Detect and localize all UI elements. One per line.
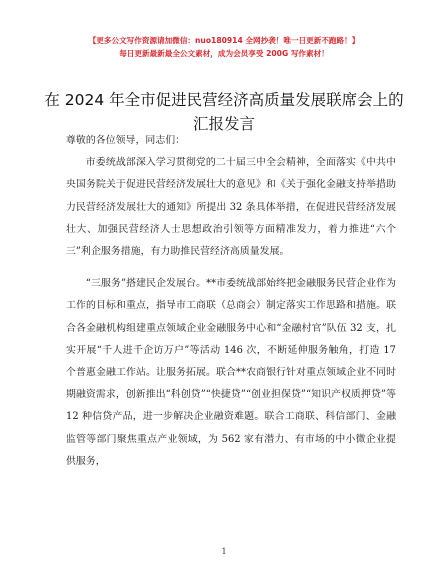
paragraph-three-services: “三服务”搭建民企发展台。**市委统战部始终把金融服务民营企业作为工作的目标和重点，指导市工商联（总商会）制定落实工作思路和措施。联合各金融机构组建重点领域企业金融服务中心和“金融村官”队伍 32 支，扎实开展“千人进千企访万户”等活动 146 次，不断延伸服务触角，打造 17 个普惠金融工作站。让服务拓展。联合**农商银行针对重点领域企业不同时期融资需求，创新推出“科创贷”“快捷贷”“创业担保贷”“知识产权质押贷”等 12 种信贷产品，进一步解决企业融资难题。联合工商联、科信部门、金融监管等部门聚焦重点产业领域，为 562 家有潜力、有市场的中小微企业提供服务， xyxy=(66,278,396,467)
document-body xyxy=(66,130,396,473)
salutation: 尊敬的各位领导，同志们： xyxy=(66,135,186,146)
document-title: 在 2024 年全市促进民营经济高质量发展联席会上的汇报发言 xyxy=(44,91,404,133)
promo-banner-line-1: 【更多公文写作资源请加微信：nuo180914 全网抄袭！唯一日更新不跑路！】 xyxy=(88,36,360,45)
promo-banner-line-2: 每日更新最新最全公文素材，成为会员享受 200G 写作素材！ xyxy=(119,49,329,58)
paragraph-intro: 市委统战部深入学习贯彻党的二十届三中全会精神，全面落实《中共中央国务院关于促进民营经济发展壮大的意见》和《关于强化金融支持举措助力民营经济发展壮大的通知》所提出 32 条具体举措，在促进民营经济发展壮大、加强民营经济人士思想政治引领等方面精准发力，着力推进“六个三”利企服务措施，有力助推民营经济高质量发展。 xyxy=(66,157,396,258)
promo-banner xyxy=(0,34,448,60)
page-number: 1 xyxy=(221,547,227,556)
